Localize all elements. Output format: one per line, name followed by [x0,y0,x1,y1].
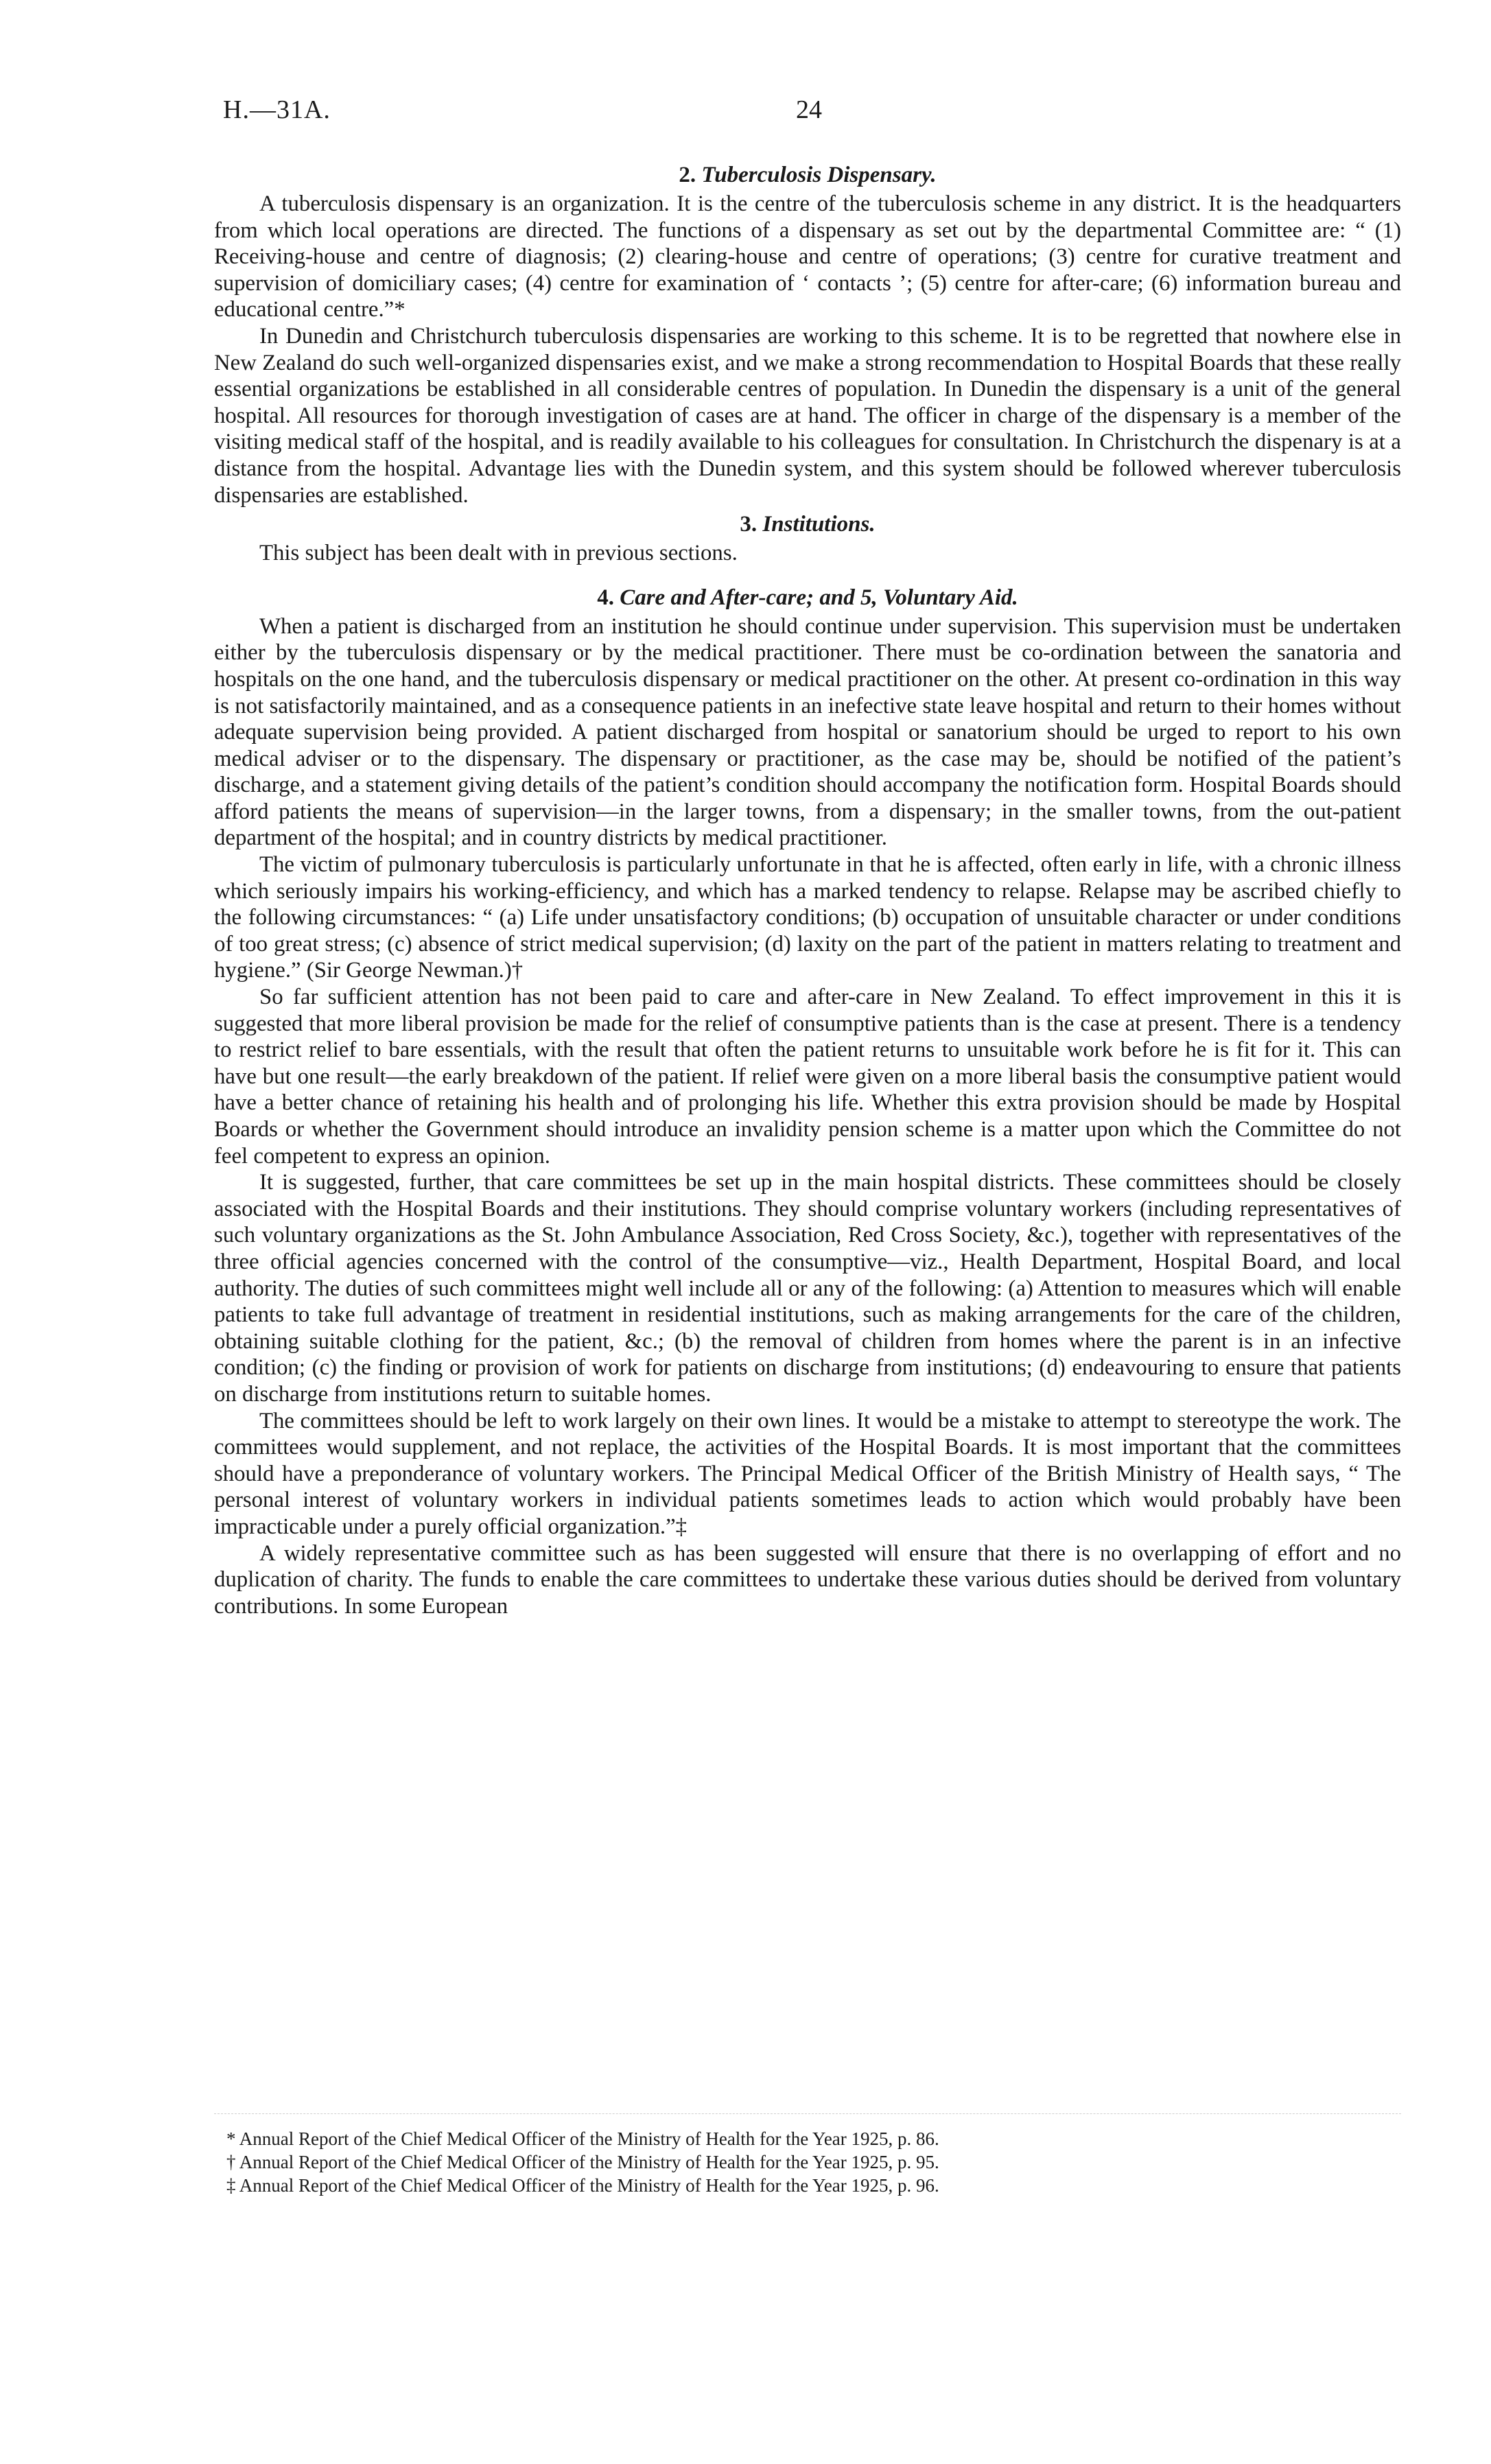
section-title: Institutions. [762,512,876,537]
paragraph: The committees should be left to work largely on their own lines. It would be a mistake to attempt to stereotype the work. The committees would supplement, and not replace, the activities of the Hospital Boards. It is most important that the committees should have a preponderance of voluntary workers. The Principal Medical Officer of the British Ministry of Health says, “ The personal interest of voluntary workers in individual patients sometimes leads to action which would probably have been impracticable under a purely official organization.”‡ [214,1408,1401,1539]
paragraph: The victim of pulmonary tuberculosis is particularly unfortunate in that he is affected, often early in life, with a chronic illness which seriously impairs his working-efficiency, and which has a marked tendency to relapse. Relapse may be ascribed chiefly to the following circumstances: “ (a) Life under unsatisfactory conditions; (b) occupation of unsuitable character or under conditions of too great stress; (c) absence of strict medical supervision; (d) laxity on the part of the patient in matters relating to treatment and hygiene.” (Sir George Newman.)† [214,852,1401,983]
body-text [214,159,1401,1619]
page-number: 24 [796,95,822,124]
section-title: Tuberculosis Dispensary. [701,163,937,187]
document-code: H.—31A. [223,95,331,124]
footnote: † Annual Report of the Chief Medical Officer of the Ministry of Health for the Year 1925, p. 95. [226,2152,939,2172]
section-heading-care-and-after-care [214,582,1401,613]
section-number: 4. [597,585,614,610]
section-number: 3. [740,512,758,537]
footnote-divider [214,2113,1401,2114]
paragraph: So far sufficient attention has not been paid to care and after-care in New Zealand. To effect improvement in this it is suggested that more liberal provision be made for the relief of consumptive patients than is the case at present. There is a tendency to restrict relief to bare essentials, with the result that often the patient returns to unsuitable work before he is fit for it. This can have but one result—the early breakdown of the patient. If relief were given on a more liberal basis the consumptive patient would have a better chance of retaining his health and of prolonging his life. Whether this extra provision should be made by Hospital Boards or whether the Government should introduce an invalidity pension scheme is a matter upon which the Committee do not feel competent to express an opinion. [214,985,1401,1169]
paragraph: When a patient is discharged from an institution he should continue under supervision. This supervision must be undertaken either by the tuberculosis dispensary or by the medical practitioner. There must be co-ordination between the sanatoria and hospitals on the one hand, and the tuberculosis dispensary or medical practitioner on the other. At present co-ordination in this way is not satisfactorily maintained, and as a consequence patients in an inefective state leave hospital and return to their homes without adequate supervision being provided. A patient discharged from hospital or sanatorium should be urged to report to his own medical adviser or to the dispensary. The dispensary or practitioner, as the case may be, should be notified of the patient’s discharge, and a statement giving details of the patient’s condition should accompany the notification form. Hospital Boards should afford patients the means of supervision—in the larger towns, from a dispensary; in the smaller towns, from the out-patient department of the hospital; and in country districts by medical practitioner. [214,613,1401,851]
section-number: 2. [679,163,696,187]
page-header [0,95,1491,136]
section-heading-institutions [214,508,1401,540]
paragraph: This subject has been dealt with in previous sections. [259,541,738,566]
section-heading-tuberculosis-dispensary [214,159,1401,191]
paragraph: In Dunedin and Christchurch tuberculosis dispensaries are working to this scheme. It is to be regretted that nowhere else in New Zealand do such well-organized dispensaries exist, and we make a strong recommendation to Hospital Boards that these really essential organizations be established in all considerable centres of population. In Dunedin the dispensary is a unit of the general hospital. All resources for thorough investigation of cases are at hand. The officer in charge of the dispensary is a member of the visiting medical staff of the hospital, and is readily available to his colleagues for consultation. In Christchurch the dispenary is at a distance from the hospital. Advantage lies with the Dunedin system, and this system should be followed wherever tuberculosis dispensaries are established. [214,323,1401,508]
paragraph: A widely representative committee such as has been suggested will ensure that there is no overlapping of effort and no duplication of charity. The funds to enable the care committees to undertake these various duties should be derived from voluntary contributions. In some European [214,1540,1401,1619]
section-title: Care and After-care; and 5, Voluntary Aid. [620,585,1018,610]
footnote: ‡ Annual Report of the Chief Medical Officer of the Ministry of Health for the Year 1925, p. 96. [226,2175,939,2196]
paragraph: A tuberculosis dispensary is an organization. It is the centre of the tuberculosis scheme in any district. It is the headquarters from which local operations are directed. The functions of a dispensary as set out by the departmental Committee are: “ (1) Receiving-house and centre of diagnosis; (2) clearing-house and centre of operations; (3) centre for curative treatment and supervision of domiciliary cases; (4) centre for examination of ‘ contacts ’; (5) centre for after-care; (6) information bureau and educational centre.”* [214,191,1401,322]
paragraph: It is suggested, further, that care committees be set up in the main hospital districts. These committees should be closely associated with the Hospital Boards and their institutions. They should comprise voluntary workers (including representatives of such voluntary organizations as the St. John Ambulance Association, Red Cross Society, &c.), together with representatives of the three official agencies concerned with the control of the consumptive—viz., Health Department, Hospital Board, and local authority. The duties of such committees might well include all or any of the following: (a) Attention to measures which will enable patients to take full advantage of treatment in residential institutions, such as making arrangements for the care of the children, obtaining suitable clothing for the patient, &c.; (b) the removal of children from homes where the parent is in an infective condition; (c) the finding or provision of work for patients on discharge from institutions; (d) endeavouring to ensure that patients on discharge from institutions return to suitable homes. [214,1170,1401,1407]
footnotes [226,2127,1393,2197]
footnote: * Annual Report of the Chief Medical Officer of the Ministry of Health for the Year 1925, p. 86. [226,2128,939,2149]
